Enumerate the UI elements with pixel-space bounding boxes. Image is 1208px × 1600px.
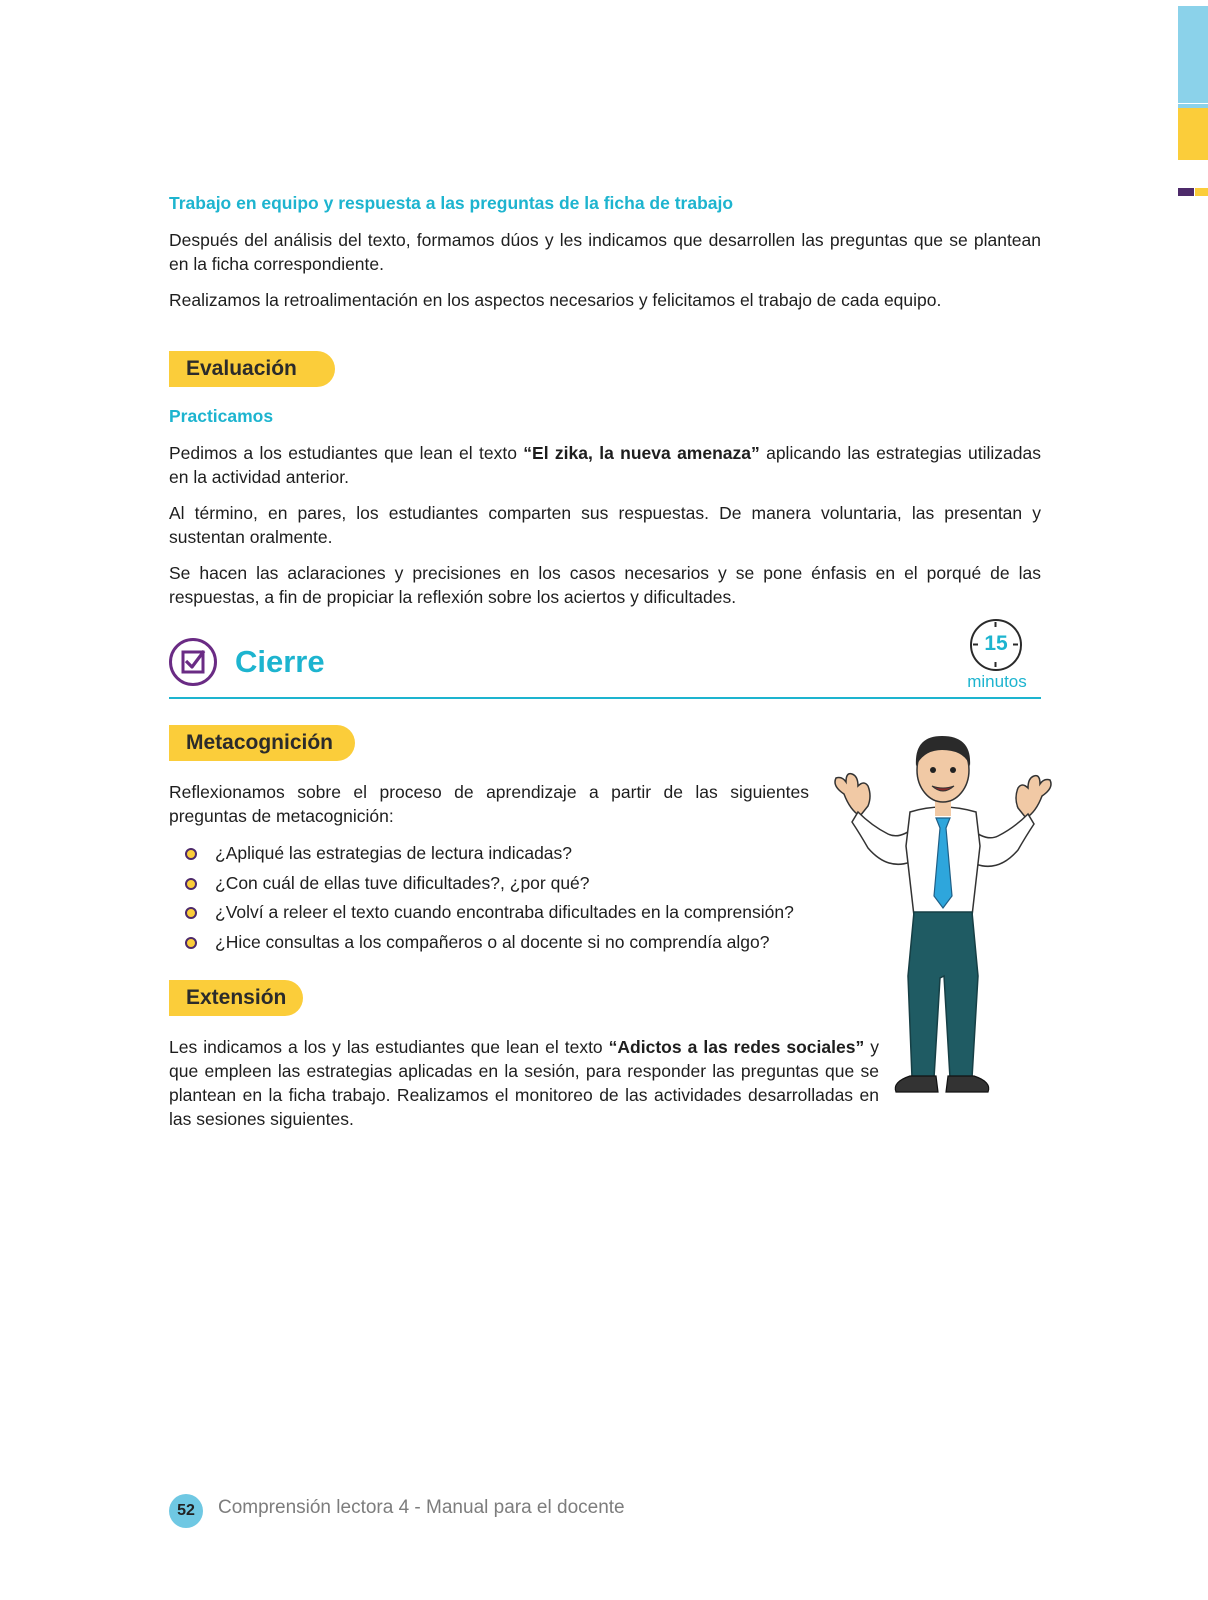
cierre-divider: [169, 697, 1041, 699]
practicamos-heading: Practicamos: [169, 406, 274, 426]
bullet-icon: [185, 878, 197, 890]
paragraph: Realizamos la retroalimentación en los aspectos necesarios y felicitamos el trabajo de cada equipo.: [169, 290, 942, 310]
paragraph: Les indicamos a los y las estudiantes que lean el texto “Adictos a las redes sociales” y que empleen las estrategias aplicadas en la sesión, para responder las preguntas que se plantean en la ficha trabajo. Realizamos el monitoreo de las actividades desarrolladas en las sesiones siguientes.: [169, 1037, 879, 1129]
section-metacognicion: [169, 780, 809, 828]
timer-unit: minutos: [967, 672, 1027, 691]
text-title-zika: “El zika, la nueva amenaza”: [523, 443, 760, 463]
paragraph: Se hacen las aclaraciones y precisiones en los casos necesarios y se pone énfasis en el porqué de las respuestas, a fin de propiciar la reflexión sobre los aciertos y dificultades.: [169, 563, 1041, 607]
extension-label: Extensión: [169, 980, 303, 1016]
paragraph: Reflexionamos sobre el proceso de aprendizaje a partir de las siguientes preguntas de metacognición:: [169, 782, 809, 826]
bullet-icon: [185, 848, 197, 860]
book-title: Comprensión lectora 4 - Manual para el docente: [218, 1497, 625, 1518]
list-item: ¿Con cuál de ellas tuve dificultades?, ¿por qué?: [183, 869, 794, 899]
paragraph: Al término, en pares, los estudiantes comparten sus respuestas. De manera voluntaria, las presentan y sustentan oralmente.: [169, 503, 1041, 547]
edge-tab-blue: [1178, 6, 1208, 103]
evaluacion-label: Evaluación: [169, 351, 335, 387]
section-extension: [169, 1035, 879, 1131]
metacognicion-label: Metacognición: [169, 725, 355, 761]
list-item: ¿Apliqué las estrategias de lectura indicadas?: [183, 839, 794, 869]
section-trabajo-en-equipo: [169, 193, 1041, 312]
bullet-icon: [185, 907, 197, 919]
page-number: 52: [169, 1494, 203, 1528]
cierre-title: Cierre: [235, 644, 325, 679]
list-item: ¿Volví a releer el texto cuando encontraba dificultades en la comprensión?: [183, 898, 794, 928]
section-evaluacion: [169, 406, 1041, 609]
bullet-icon: [185, 937, 197, 949]
paragraph: Pedimos a los estudiantes que lean el texto “El zika, la nueva amenaza” aplicando las estrategias utilizadas en la actividad anterior.: [169, 443, 1041, 487]
section-heading: Trabajo en equipo y respuesta a las preguntas de la ficha de trabajo: [169, 193, 734, 213]
teacher-illustration: [832, 726, 1054, 1116]
timer-value: 15: [984, 632, 1008, 655]
edge-tab-marks: [1178, 188, 1208, 196]
clock-icon: [970, 619, 1022, 671]
list-item: ¿Hice consultas a los compañeros o al docente si no comprendía algo?: [183, 928, 794, 958]
paragraph: Después del análisis del texto, formamos dúos y les indicamos que desarrollen las preguntas que se plantean en la ficha correspondiente.: [169, 230, 1041, 274]
metacognition-questions: [183, 839, 794, 957]
edge-tab-yellow: [1178, 108, 1208, 160]
checkbox-icon: [169, 638, 217, 686]
text-title-adictos: “Adictos a las redes sociales”: [608, 1037, 865, 1057]
